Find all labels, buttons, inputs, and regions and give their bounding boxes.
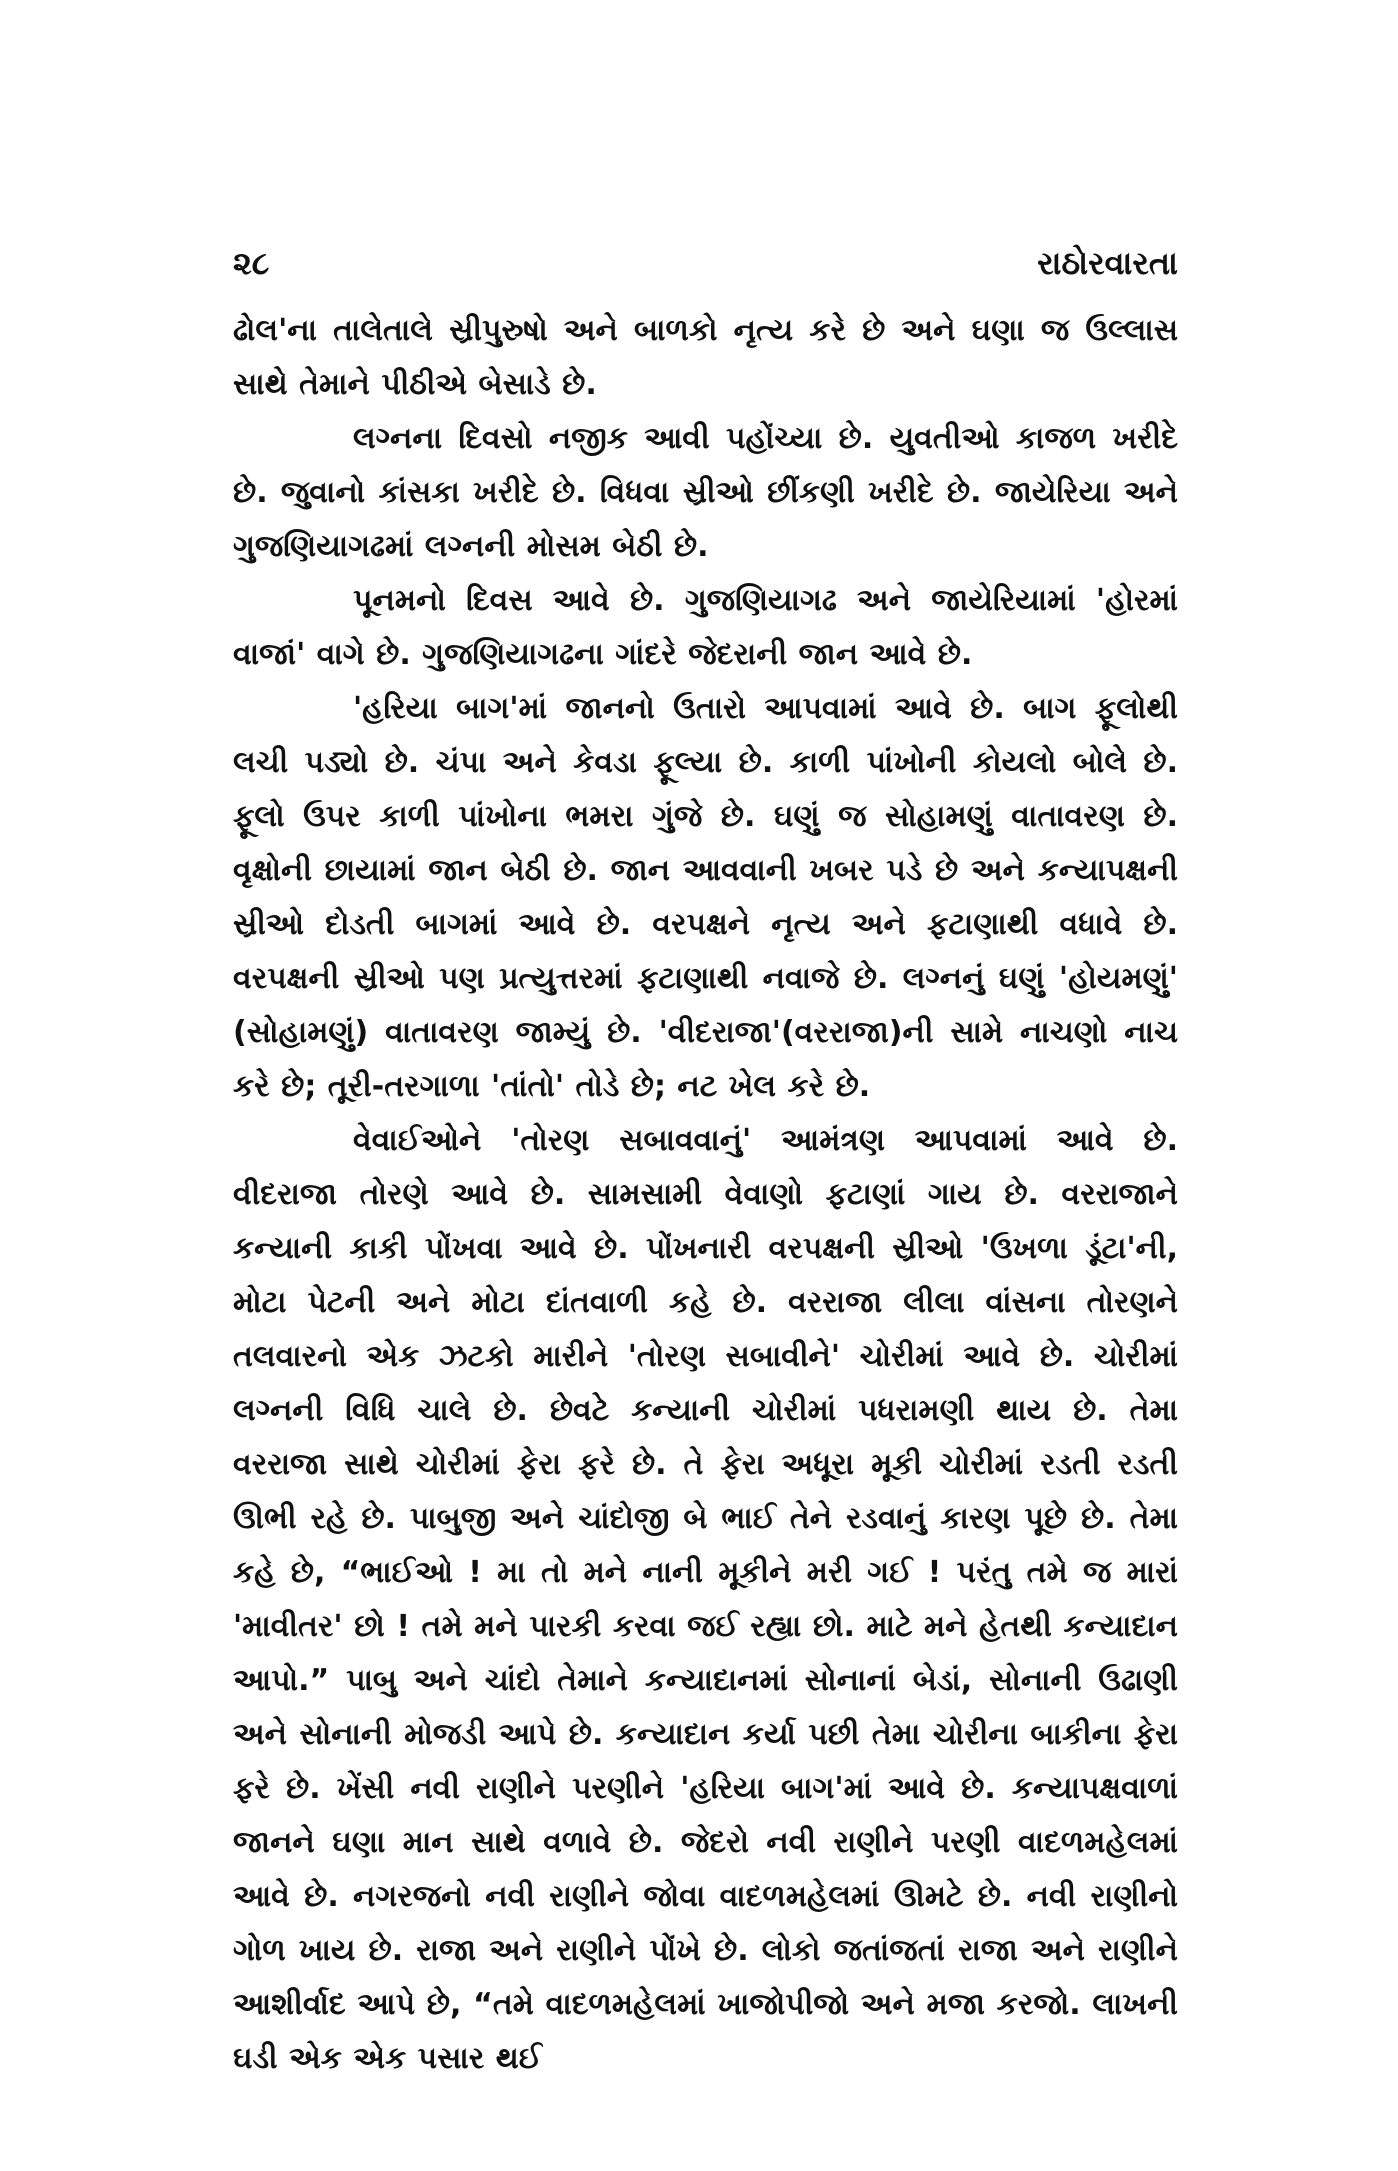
page-number: ૨૮ <box>233 244 270 282</box>
paragraph-4: 'હરિયા બાગ'માં જાનનો ઉતારો આપવામાં આવે છે. બાગ ફૂલોથી લચી પડ્યો છે. ચંપા અને કેવડા ફૂલ્યા છે. કાળી પાંખોની કોયલો બોલે છે. ફૂલો ઉપર કાળી પાંખોના ભમરા ગુંજે છે. ઘણું જ સોહામણું વાતાવરણ છે. વૃક્ષોની છાયામાં જાન બેઠી છે. જાન આવવાની ખબર પડે છે અને કન્યાપક્ષની સ્રીઓ દોડતી બાગમાં આવે છે. વરપક્ષને નૃત્ય અને ફટાણાથી વધાવે છે. વરપક્ષની સ્રીઓ પણ પ્રત્યુત્તરમાં ફટાણાથી નવાજે છે. લગ્નનું ઘણું 'હોયમણું' (સોહામણું) વાતાવરણ જામ્યું છે. 'વીદરાજા'(વરરાજા)ની સામે નાચણો નાચ કરે છે; તૂરી-તરગાળા 'તાંતો' તોડે છે; નટ ખેલ કરે છે. <box>233 691 1178 1104</box>
body-text <box>233 304 1178 2086</box>
paragraph-1: ઢોલ'ના તાલેતાલે સ્રીપુરુષો અને બાળકો નૃત્ય કરે છે અને ઘણા જ ઉલ્લાસ સાથે તેમાને પીઠીએ બેસાડે છે. <box>233 313 1178 402</box>
page-header <box>233 238 1178 288</box>
running-head: રાઠોરવારતા <box>1037 244 1178 282</box>
paragraph-5: વેવાઈઓને 'તોરણ સબાવવાનું' આમંત્રણ આપવામાં આવે છે. વીદરાજા તોરણે આવે છે. સામસામી વેવાણો ફટાણાં ગાય છે. વરરાજાને કન્યાની કાકી પોંખવા આવે છે. પોંખનારી વરપક્ષની સ્રીઓ 'ઉખળા ડૂંટા'ની, મોટા પેટની અને મોટા દાંતવાળી કહે છે. વરરાજા લીલા વાંસના તોરણને તલવારનો એક ઝટકો મારીને 'તોરણ સબાવીને' ચોરીમાં આવે છે. ચોરીમાં લગ્નની વિધિ ચાલે છે. છેવટે કન્યાની ચોરીમાં પધરામણી થાય છે. તેમા વરરાજા સાથે ચોરીમાં ફેરા ફરે છે. તે ફેરા અધૂરા મૂકી ચોરીમાં રડતી રડતી ઊભી રહે છે. પાબુજી અને ચાંદોજી બે ભાઈ તેને રડવાનું કારણ પૂછે છે. તેમા કહે છે, “ભાઈઓ ! મા તો મને નાની મૂકીને મરી ગઈ ! પરંતુ તમે જ મારાં 'માવીતર' છો ! તમે મને પારકી કરવા જઈ રહ્યા છો. માટે મને હેતથી કન્યાદાન આપો.” પાબુ અને ચાંદો તેમાને કન્યાદાનમાં સોનાનાં બેડાં, સોનાની ઉઢાણી અને સોનાની મોજડી આપે છે. કન્યાદાન કર્યા પછી તેમા ચોરીના બાકીના ફેરા ફરે છે. ખેંસી નવી રાણીને પરણીને 'હરિયા બાગ'માં આવે છે. કન્યાપક્ષવાળાં જાનને ઘણા માન સાથે વળાવે છે. જેદરો નવી રાણીને પરણી વાદળમહેલમાં આવે છે. નગરજનો નવી રાણીને જોવા વાદળમહેલમાં ઊમટે છે. નવી રાણીનો ગોળ ખાય છે. રાજા અને રાણીને પોંખે છે. લોકો જતાંજતાં રાજા અને રાણીને આશીર્વાદ આપે છે, “તમે વાદળમહેલમાં ખાજોપીજો અને મજા કરજો. લાખની ઘડી એક એક પસાર થઈ <box>233 1123 1178 2076</box>
paragraph-2: લગ્નના દિવસો નજીક આવી પહોંચ્યા છે. યુવતીઓ કાજળ ખરીદે છે. જુવાનો કાંસકા ખરીદે છે. વિધવા સ્રીઓ છીંકણી ખરીદે છે. જાયેરિયા અને ગુજણિયાગઢમાં લગ્નની મોસમ બેઠી છે. <box>233 421 1178 564</box>
paragraph-3: પૂનમનો દિવસ આવે છે. ગુજણિયાગઢ અને જાયેરિયામાં 'હોરમાં વાજાં' વાગે છે. ગુજણિયાગઢના ગાંદરે જેદરાની જાન આવે છે. <box>233 583 1178 672</box>
